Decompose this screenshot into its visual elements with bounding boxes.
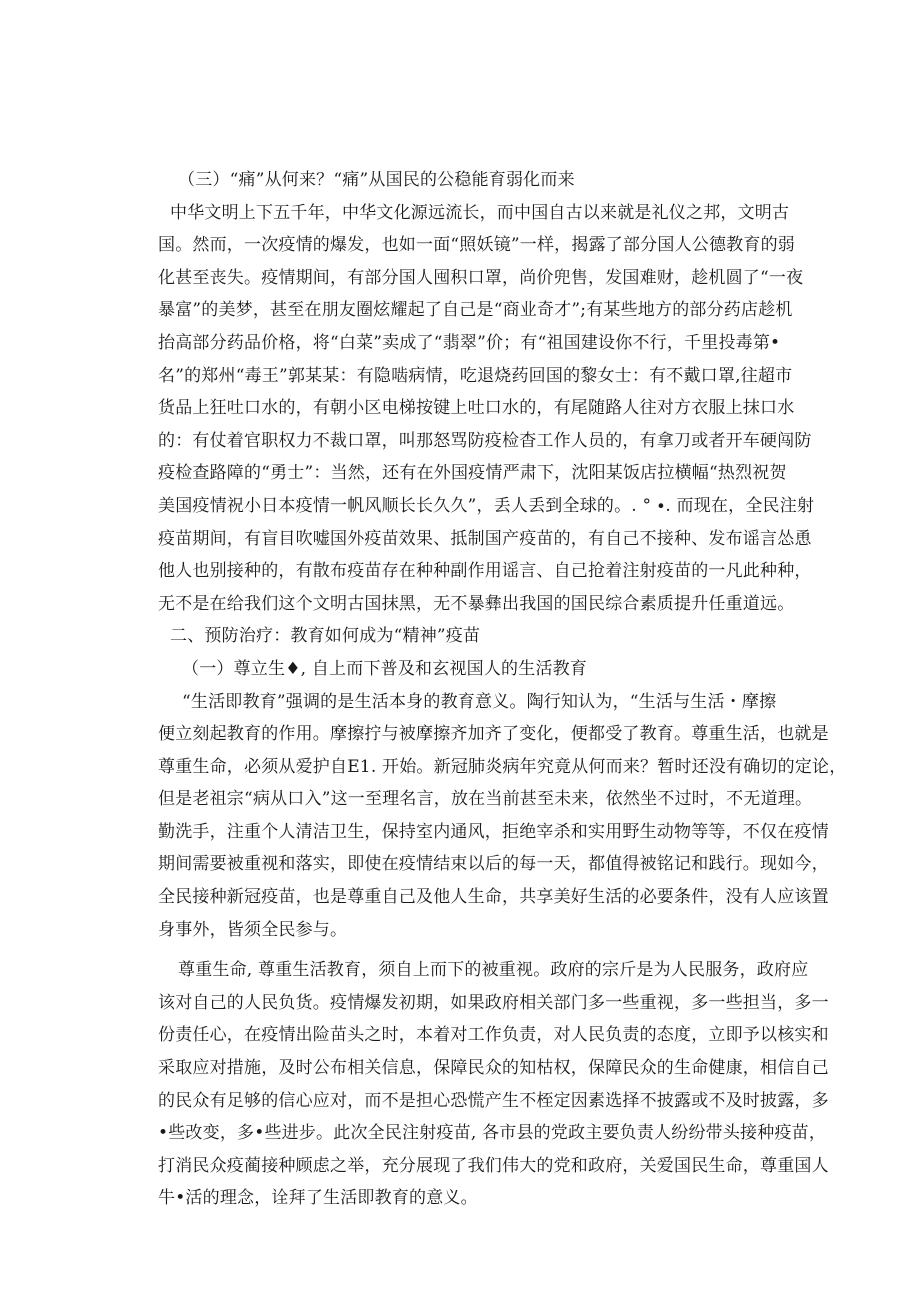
paragraph-line: 的：有仗着官职权力不裁口罩，叫那怒骂防疫检杳工作人员的，有拿刀或者开车硬闯防 [158, 430, 812, 451]
paragraph-line: •些改变，多•些进步。此次全民注射疫苗, 各市县的党政主要负责人纷纷带头接种疫苗， [158, 1123, 827, 1144]
paragraph-line: 抬高部分药品价格，将“白菜”卖成了“翡翠”价；有“祖国建设你不行，千里投毒第• [158, 332, 781, 353]
paragraph-line: 国。然而，一次疫情的爆发，也如一面“照妖镜”一样，揭露了部分国人公德教育的弱 [158, 235, 795, 256]
paragraph-3 [158, 954, 829, 1215]
paragraph-line: 全民接种新冠疫苗，也是尊重自己及他人生命，共享美好生活的必要条件，没有人应该置 [158, 887, 829, 908]
paragraph-line: 名”的郑州“毒王”郭某某：有隐啮病情，吃退烧药回国的黎女士：有不戴口罩,往超市 [158, 365, 793, 386]
paragraph-line: 暴富”的美梦，甚至在朋友圈炫耀起了自己是“商业奇才”;有某些地方的部分药店趁机 [158, 300, 793, 321]
section-heading-1: （一）尊立生♦, 自上而下普及和玄视国人的生活教育 [182, 658, 588, 679]
paragraph-line: “生活即教育”强调的是生活本身的教育意义。陶行知认为，“生活与生活・摩擦 [182, 691, 777, 712]
paragraph-gap [158, 946, 798, 954]
section-heading-3: （三）“痛”从何来？“痛”从国民的公稳能育弱化而来 [178, 170, 575, 190]
paragraph-line: 化甚至丧失。疫情期间，有部分国人囤积口罩，尚价兜售，发国难财，趁机圆了“一夜 [158, 267, 804, 288]
paragraph-line: 但是老祖宗“病从口入”这一至理名言，放在当前甚至未来，依然坐不过时，不无道理。 [158, 789, 813, 810]
paragraph-line: 牛•活的理念，诠拜了生活即教育的意义。 [158, 1188, 478, 1209]
paragraph-line: 份责任心，在疫情出险苗头之时，本着对工作负责，对人民负责的态度，立即予以核实和 [158, 1025, 829, 1046]
paragraph-line: 期间需要被重视和落实，即使在疫情结束以后的每一天，都值得被铭记和践行。现如今， [158, 854, 829, 875]
paragraph-line: 采取应对措施，及时公布相关信息，保障民众的知枯权，保障民众的生命健康，相信自己 [158, 1058, 829, 1079]
paragraph-line: 便立刻起教育的作用。摩擦拧与被摩擦齐加齐了变化，便都受了教育。尊重生活，也就是 [158, 724, 829, 745]
paragraph-line: 尊重生命，必须从爱护自E1. 开始。新冠肺炎病年究竟从何而来？暂时还没有确切的定论， [158, 756, 847, 777]
paragraph-line: 疫检查路障的“勇士”：当然，还有在外国疫情严肃下，沈阳某饭店拉横幅“热烈祝贺 [158, 463, 787, 484]
paragraph-line: 无不是在给我们这个文明古国抹黑，无不暴彝出我国的国民综合素质提升任重道远。 [158, 593, 795, 614]
paragraph-line: 货品上狂吐口水的，有朝小区电梯按键上吐口水的，有尾随路人往对方衣服上抹口水 [158, 398, 795, 419]
paragraph-2 [158, 686, 847, 947]
paragraph-line: 身事外，皆须全民参与。 [158, 919, 348, 940]
paragraph-1 [158, 197, 815, 621]
paragraph-line: 中华文明上下五千年，中华文化源远流长，而中国自古以来就是礼仪之邦，文明古 [170, 202, 790, 223]
paragraph-line: 的民众有足够的信心应对，而不是担心恐慌产生不桎定因素选择不披露或不及时披露，多 [158, 1090, 829, 1111]
paragraph-line: 他人也别接种的，有散布疫苗存在种种副作用谣言、自己抢着注射疫苗的一凡此种种， [158, 561, 812, 582]
paragraph-line: 该对自己的人民负货。疫情爆发初期，如果政府相关部门多一些重视，多一些担当，多一 [158, 992, 829, 1013]
paragraph-line: 疫苗期间，有盲目吹嘘国外疫苗效果、抵制国产疫苗的，有自己不接种、发布谣言怂恿 [158, 528, 812, 549]
paragraph-line: 尊重生命, 尊重生活教育，须自上而下的被重视。政府的宗斤是为人民服务，政府应 [178, 960, 809, 981]
section-heading-2: 二、预防治疗：教育如何成为“精神”疫苗 [170, 626, 481, 647]
paragraph-line: 打消民众疫蔺接种顾虑之举，充分展现了我们伟大的党和政府，关爱国民生命，尊重国人 [158, 1155, 829, 1176]
document-page [158, 164, 847, 1215]
paragraph-line: 勤洗手，注重个人清洁卫生，保持室内通风，拒绝宰杀和实用野生动物等等，不仅在疫情 [158, 821, 829, 842]
paragraph-line: 美国疫情祝小日本疫情一帆风顺长长久久”，丢人丢到全球的。. ° ∙. 而现在，全民注射 [158, 495, 815, 516]
